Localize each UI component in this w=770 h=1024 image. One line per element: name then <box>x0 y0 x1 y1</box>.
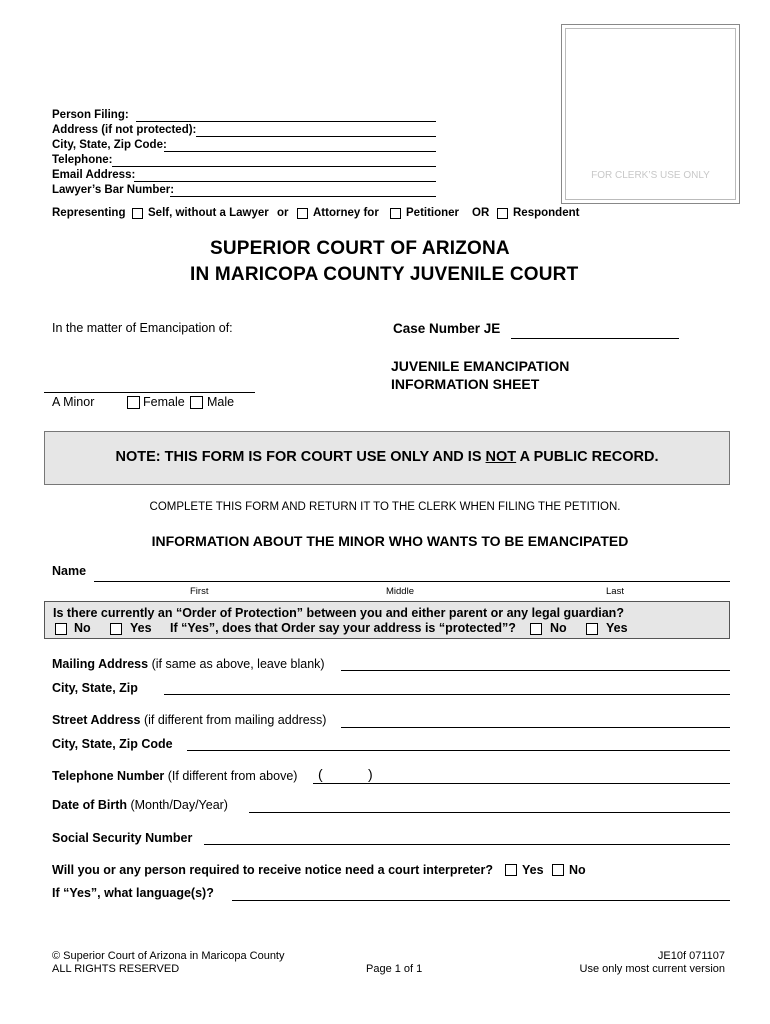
petitioner-checkbox[interactable] <box>390 208 401 219</box>
protected-yes-label: Yes <box>606 621 628 635</box>
telephone-number-field[interactable] <box>313 783 730 784</box>
male-label: Male <box>207 395 235 409</box>
ssn-field[interactable] <box>204 844 730 845</box>
order-of-protection-box <box>44 601 730 639</box>
protected-question: If “Yes”, does that Order say your address is “protected”? <box>170 621 516 635</box>
self-label: Self, without a Lawyer <box>148 207 269 219</box>
mailing-address-bold: Mailing Address <box>52 657 149 671</box>
address-field[interactable] <box>196 136 436 137</box>
interpreter-no-label: No <box>569 863 586 877</box>
doc-title-line2: INFORMATION SHEET <box>391 376 540 392</box>
attorney-label: Attorney for <box>313 207 379 219</box>
ssn-label: Social Security Number <box>52 831 193 845</box>
bar-number-field[interactable] <box>170 196 436 197</box>
or-label-2: OR <box>472 207 490 219</box>
telephone-number-note: (If different from above) <box>164 769 298 783</box>
clerk-use-label: FOR CLERK’S USE ONLY <box>591 170 710 181</box>
email-label: Email Address: <box>52 169 136 181</box>
city-state-zip-field[interactable] <box>164 151 436 152</box>
male-checkbox[interactable] <box>190 396 203 409</box>
interpreter-no-checkbox[interactable] <box>552 864 564 876</box>
name-label: Name <box>52 564 87 578</box>
note-text-post: A PUBLIC RECORD. <box>516 449 659 465</box>
footer-page-number: Page 1 of 1 <box>366 963 423 975</box>
city-state-zip-2-label: City, State, Zip Code <box>52 737 173 751</box>
language-field[interactable] <box>232 900 730 901</box>
court-title-line2: IN MARICOPA COUNTY JUVENILE COURT <box>190 264 579 285</box>
case-number-label: Case Number JE <box>393 321 501 336</box>
note-text <box>45 449 729 465</box>
note-text-pre: NOTE: THIS FORM IS FOR COURT USE ONLY AND IS <box>115 449 486 465</box>
area-code-open-paren: ( <box>318 766 323 782</box>
city-state-zip-1-label: City, State, Zip <box>52 681 138 695</box>
petitioner-label: Petitioner <box>406 207 460 219</box>
minor-name-field[interactable] <box>44 392 255 393</box>
middle-name-caption: Middle <box>386 586 414 597</box>
protection-no-checkbox[interactable] <box>55 623 67 635</box>
language-label: If “Yes”, what language(s)? <box>52 886 214 900</box>
case-number-field[interactable] <box>511 338 679 339</box>
or-label: or <box>277 207 289 219</box>
matter-label: In the matter of Emancipation of: <box>52 321 233 335</box>
instruction-text: COMPLETE THIS FORM AND RETURN IT TO THE CLERK WHEN FILING THE PETITION. <box>149 501 621 513</box>
protection-question: Is there currently an “Order of Protection” between you and either parent or any legal guardian? <box>53 606 624 620</box>
respondent-label: Respondent <box>513 207 580 219</box>
telephone-label: Telephone: <box>52 154 113 166</box>
street-address-note: (if different from mailing address) <box>140 713 327 727</box>
court-title-line1: SUPERIOR COURT OF ARIZONA <box>210 238 510 259</box>
person-filing-field[interactable] <box>136 121 436 122</box>
protected-yes-checkbox[interactable] <box>586 623 598 635</box>
self-checkbox[interactable] <box>132 208 143 219</box>
interpreter-yes-checkbox[interactable] <box>505 864 517 876</box>
interpreter-question: Will you or any person required to receive notice need a court interpreter? <box>52 863 493 877</box>
protection-yes-label: Yes <box>130 621 152 635</box>
footer-version: Use only most current version <box>579 963 725 975</box>
footer-rights: ALL RIGHTS RESERVED <box>52 963 180 975</box>
public-record-note <box>44 431 730 485</box>
footer-copyright: © Superior Court of Arizona in Maricopa County <box>52 950 285 962</box>
clerk-use-box <box>561 24 740 204</box>
date-of-birth-label <box>52 798 228 812</box>
area-code-close-paren: ) <box>368 766 373 782</box>
bar-number-label: Lawyer’s Bar Number: <box>52 184 175 196</box>
telephone-number-bold: Telephone Number <box>52 769 165 783</box>
date-of-birth-field[interactable] <box>249 812 730 813</box>
doc-title-line1: JUVENILE EMANCIPATION <box>391 358 570 374</box>
email-field[interactable] <box>134 181 436 182</box>
mailing-address-note: (if same as above, leave blank) <box>148 657 325 671</box>
first-name-caption: First <box>190 586 209 597</box>
name-field[interactable] <box>94 581 730 582</box>
street-address-label <box>52 713 326 727</box>
minor-label: A Minor <box>52 395 95 409</box>
attorney-checkbox[interactable] <box>297 208 308 219</box>
note-not-underlined: NOT <box>485 449 517 465</box>
interpreter-yes-label: Yes <box>522 863 544 877</box>
telephone-number-label <box>52 769 297 783</box>
protected-no-label: No <box>550 621 567 635</box>
last-name-caption: Last <box>606 586 624 597</box>
person-filing-label: Person Filing: <box>52 109 129 121</box>
street-address-bold: Street Address <box>52 713 141 727</box>
address-label: Address (if not protected): <box>52 124 197 136</box>
female-label: Female <box>143 395 185 409</box>
footer-form-id: JE10f 071107 <box>657 950 725 962</box>
representing-label: Representing <box>52 207 126 219</box>
city-state-zip-1-field[interactable] <box>164 694 730 695</box>
protected-no-checkbox[interactable] <box>530 623 542 635</box>
respondent-checkbox[interactable] <box>497 208 508 219</box>
mailing-address-label <box>52 657 325 671</box>
section-heading: INFORMATION ABOUT THE MINOR WHO WANTS TO BE EMANCIPATED <box>151 533 629 549</box>
date-of-birth-bold: Date of Birth <box>52 798 127 812</box>
protection-yes-checkbox[interactable] <box>110 623 122 635</box>
protection-no-label: No <box>74 621 91 635</box>
street-address-field[interactable] <box>341 727 730 728</box>
city-state-zip-2-field[interactable] <box>187 750 730 751</box>
date-of-birth-note: (Month/Day/Year) <box>127 798 228 812</box>
female-checkbox[interactable] <box>127 396 140 409</box>
telephone-field[interactable] <box>112 166 436 167</box>
mailing-address-field[interactable] <box>341 670 730 671</box>
city-state-zip-label: City, State, Zip Code: <box>52 139 167 151</box>
